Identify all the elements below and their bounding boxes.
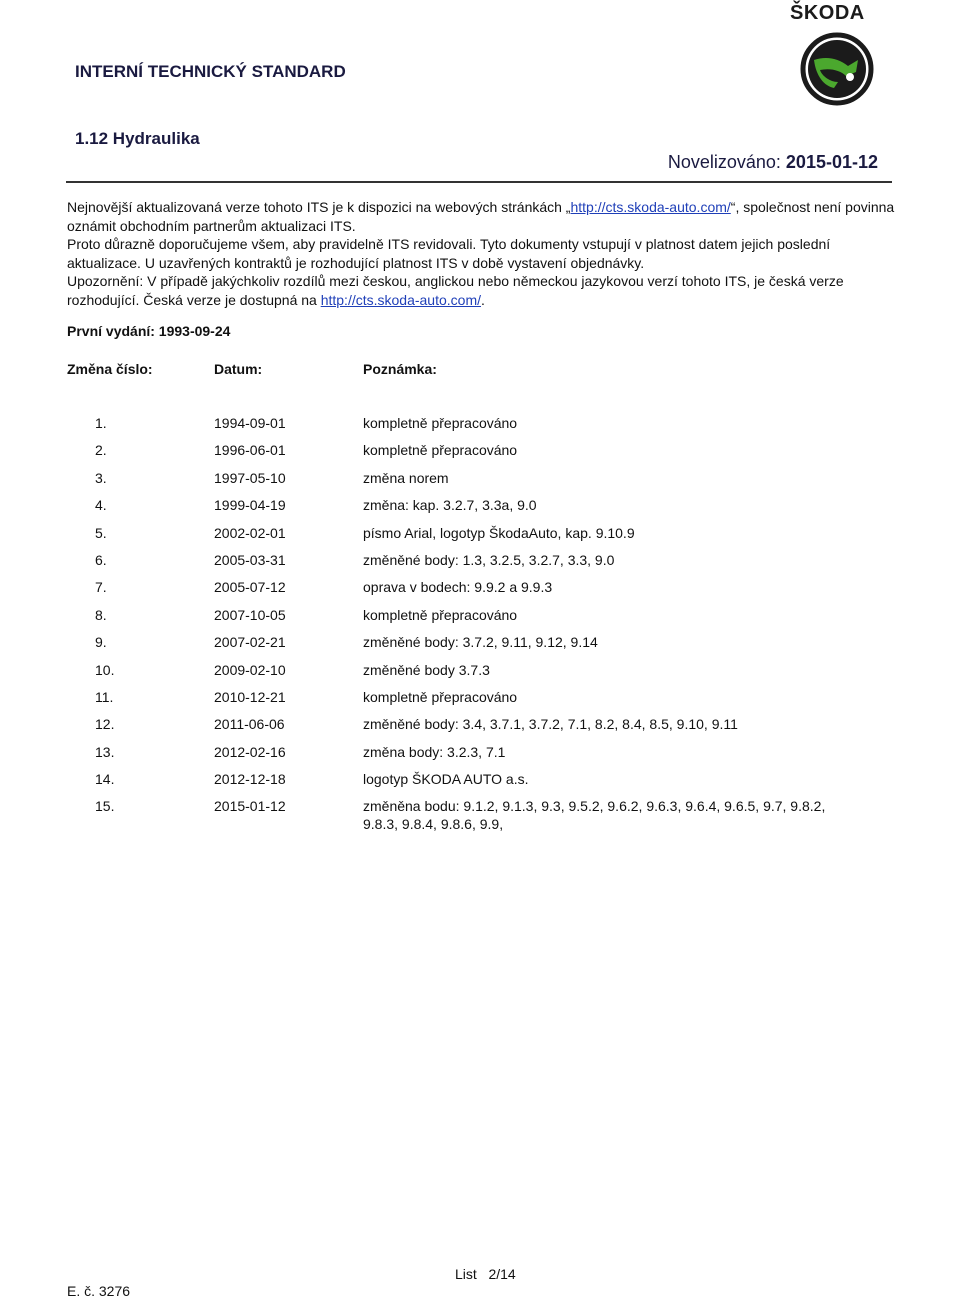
cts-link-2[interactable]: http://cts.skoda-auto.com/ [320, 291, 481, 308]
table-row: 10. 2009-02-10 změněné body 3.7.3 [95, 661, 490, 678]
table-row: 1. 1994-09-01 kompletně přepracováno [95, 415, 518, 431]
table-row: 14. 2012-12-18 logotyp ŠKODA AUTO a.s. [95, 771, 529, 788]
section-title: 1.12 Hydraulika [75, 129, 200, 148]
notice-text [67, 198, 897, 309]
header-divider [66, 181, 892, 183]
notice-paragraph-2: Proto důrazně doporučujeme všem, aby pravidelně ITS revidovali. Tyto dokumenty vstupují v platnost datem jejich poslední aktualizace. U uzavřených kontraktů je rozhodující platnost ITS v době vystavení objednávky. [67, 236, 831, 271]
revision-info [668, 152, 878, 173]
page-number: List 2/14 [455, 1266, 516, 1282]
revised-label: Novelizováno: [667, 152, 781, 172]
table-row: 11. 2010-12-21 kompletně přepracováno [95, 688, 518, 705]
changes-table [0, 414, 960, 833]
cts-link[interactable]: http://cts.skoda-auto.com/ [570, 199, 731, 215]
table-row: 4. 1999-04-19 změna: kap. 3.2.7, 3.3a, 9.0 [95, 497, 537, 514]
table-row: 12. 2011-06-06 změněné body: 3.4, 3.7.1, 3.7.2, 7.1, 8.2, 8.4, 8.5, 9.10, 9.11 [95, 716, 738, 733]
col-header-number: Změna číslo: [67, 361, 153, 377]
notice-paragraph-1: Nejnovější aktualizovaná verze tohoto ITS je k dispozici na webových stránkách „http://cts.skoda-auto.com/“, společnost není povinna oznámit obchodním partnerům aktualizaci ITS. [67, 199, 895, 234]
table-row: 3. 1997-05-10 změna norem [95, 469, 449, 486]
document-number: E. č. 3276 [67, 1283, 131, 1299]
table-row: 13. 2012-02-16 změna body: 3.2.3, 7.1 [95, 743, 506, 760]
table-row: 6. 2005-03-31 změněné body: 1.3, 3.2.5, 3.2.7, 3.3, 9.0 [95, 551, 615, 568]
notice-paragraph-3: Upozornění: V případě jakýchkoliv rozdílů mezi českou, anglickou nebo německou jazykovou verzí tohoto ITS, je česká verze rozhodující. Česká verze je dostupná na http://cts.skoda-auto.com/. [67, 273, 844, 308]
table-row: 8. 2007-10-05 kompletně přepracováno [95, 606, 518, 623]
col-header-date: Datum: [214, 361, 263, 377]
skoda-winged-arrow-icon [800, 32, 874, 106]
table-row: 9. 2007-02-21 změněné body: 3.7.2, 9.11, 9.12, 9.14 [95, 634, 598, 651]
standard-title: INTERNÍ TECHNICKÝ STANDARD [75, 62, 346, 81]
table-row: 7. 2005-07-12 oprava v bodech: 9.9.2 a 9.9.3 [95, 579, 553, 596]
table-row: 2. 1996-06-01 kompletně přepracováno [95, 442, 518, 459]
col-header-note: Poznámka: [363, 361, 437, 377]
first-issue: První vydání: 1993-09-24 [67, 323, 231, 339]
table-row: 5. 2002-02-01 písmo Arial, logotyp ŠkodaAuto, kap. 9.10.9 [95, 524, 635, 541]
table-row: 15. 2015-01-12 změněna bodu: 9.1.2, 9.1.3, 9.3, 9.5.2, 9.6.2, 9.6.3, 9.6.4, 9.6.5, 9.7, 9.8.2, 9.8.3, 9.8.4, 9.8.6, 9.9, [95, 798, 826, 833]
brand-name: ŠKODA [790, 2, 865, 24]
revised-date: 2015-01-12 [785, 152, 878, 172]
